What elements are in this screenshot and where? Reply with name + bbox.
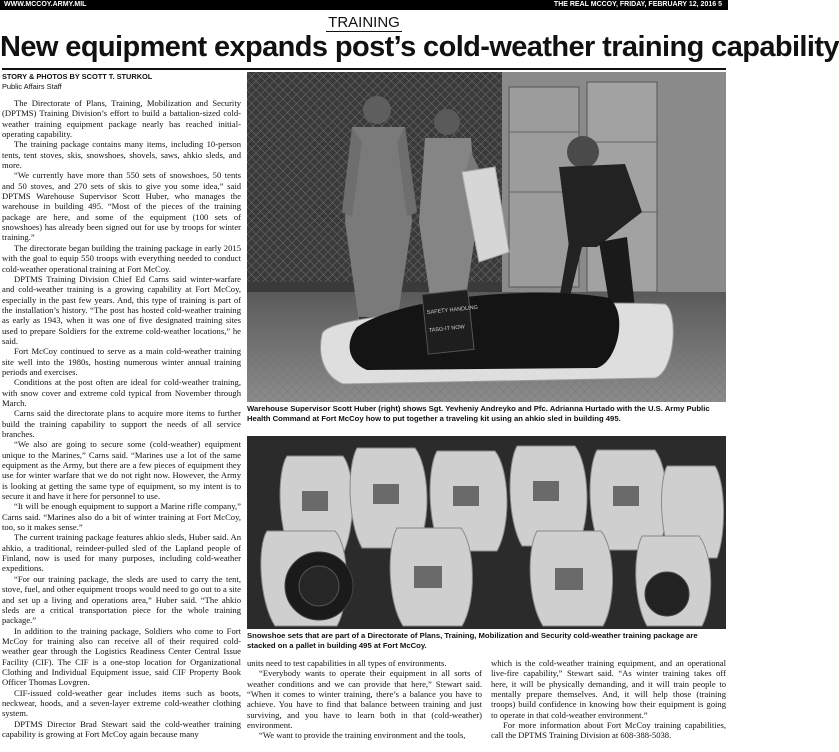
paragraph: In addition to the training package, Soldiers who come to Fort McCoy for training also can receive all of their required cold-weather gear through the Logistics Readiness Center Central Issue Facility (CIF). The CIF is a one-stop location for Organizational Clothing and Individual Equipment issue, said CIF Property Book Officer Thomas Lovgren. <box>2 625 241 688</box>
page-number: 5 <box>718 1 722 8</box>
paragraph: which is the cold-weather training equipment, and an operational live-fire capability,” Stewart said. “As winter training takes off here, it will be physically demanding, and it will train people to mentally prepare themselves. And, it will help those (training troops) build confidence in knowing how their equipment is going to operate in that cold-weather environment.” <box>491 658 726 720</box>
paragraph: Carns said the directorate plans to acquire more items to further build the training capability to support the needs of all service branches. <box>2 408 241 439</box>
paragraph: The training package contains many items, including 10-person tents, tent stoves, skis, snowshoes, shovels, saws, ahkio sleds, and more. <box>2 139 241 171</box>
snowshoes-photo-graphic <box>247 436 726 629</box>
photo2-caption: Snowshoe sets that are part of a Directorate of Plans, Training, Mobilization and Security cold-weather training package are stacked on a pallet in building 495 at Fort McCoy. <box>247 631 698 650</box>
snowshoes-photo <box>247 436 726 629</box>
photo-printed-text: SAFETY HANDLING <box>426 304 479 317</box>
section-label: TRAINING <box>328 14 400 31</box>
headline-rule <box>2 68 726 70</box>
page-header-bar <box>0 0 728 10</box>
byline-office: Public Affairs Staff <box>2 82 62 91</box>
article-column-1 <box>2 98 241 750</box>
paragraph: Conditions at the post often are ideal for cold-weather training, with snow cover and extreme cold typical from November through March. <box>2 377 241 408</box>
paragraph: “We want to provide the training environment and the tools, <box>259 730 466 741</box>
paragraph: units need to test capabilities in all types of environments. <box>247 658 447 668</box>
paragraph: The directorate began building the training package in early 2015 with the goal to equip 550 troops with everything needed to conduct cold-weather operational training at Fort McCoy. <box>2 242 241 274</box>
warehouse-photo-graphic <box>247 72 726 402</box>
paragraph: “It will be enough equipment to support a Marine rifle company,” Carns said. “Marines also do a bit of winter training at Fort McCoy, too, so it makes sense.” <box>2 501 241 533</box>
paragraph: The current training package features ahkio sleds, Huber said. An ahkio, a traditional, reindeer-pulled sled of the Lapland people of Finland, now is used for many purposes, including cold-weather expeditions. <box>2 532 241 574</box>
warehouse-photo <box>247 72 726 402</box>
headline: New equipment expands post’s cold-weather training capability <box>0 31 839 63</box>
article-column-2 <box>247 658 482 752</box>
paragraph: DPTMS Director Brad Stewart said the cold-weather training capability is growing at Fort McCoy again because many <box>2 718 241 739</box>
paragraph: DPTMS Training Division Chief Ed Carns said winter-warfare and cold-weather training is a growing capability at Fort McCoy, especially in the past few years. And, this type of training is part of the installation’s history. “The post has hosted cold-weather training as early as 1943, when it was one of five designated training sites used to prepare Soldiers for the extreme cold-weather locations,” he said. <box>2 273 241 346</box>
byline: STORY & PHOTOS BY SCOTT T. STURKOL <box>2 72 153 81</box>
paragraph: “Everybody wants to operate their equipment in all sorts of weather conditions and we can provide that here,” Stewart said. “When it comes to winter training, there’s a balance you have to achieve. You have to find that balance between training and just surviving, and you have to learn both in that (cold-weather) environment. <box>247 668 482 731</box>
paragraph: “For our training package, the sleds are used to carry the tent, stove, fuel, and other equipment troops would need to go out to a site and set up a living and operations area,” Huber said. “The ahkio sleds are a critical transportation piece for the whole training package.” <box>2 573 241 626</box>
photo1-caption: Warehouse Supervisor Scott Huber (right) shows Sgt. Yevheniy Andreyko and Pfc. Adrianna Hurtado with the U.S. Army Public Health Command at Fort McCoy how to put together a traveling kit using an ahkio sled in building 495. <box>247 404 710 423</box>
article-column-3 <box>491 658 726 752</box>
paragraph: CIF-issued cold-weather gear includes items such as boots, neckwear, hoods, and a seven-layer extreme cold-weather clothing system. <box>2 687 241 719</box>
paragraph: “We also are going to secure some (cold-weather) equipment unique to the Marines,” Carns said. “Marines use a lot of the same equipment as the Army, but there are a few pieces of equipment they use for winter warfare that we do not right now. However, the Army is looking at getting the same type of equipment, so my intent is to secure it and have it here for personnel to use. <box>2 439 241 502</box>
paragraph: Fort McCoy continued to serve as a main cold-weather training site well into the 1980s, hosting numerous winter annual training periods and exercises. <box>2 346 241 377</box>
photo-printed-text: TASG-IT NOW <box>428 324 466 334</box>
paper-dateline <box>554 0 722 10</box>
paragraph: The Directorate of Plans, Training, Mobilization and Security (DPTMS) Training Division’s effort to build a battalion-sized cold-weather training equipment package nearly has reached initial-operating capability. <box>2 98 241 140</box>
section-kicker <box>0 14 728 31</box>
site-url: WWW.MCCOY.ARMY.MIL <box>4 1 87 8</box>
paragraph: For more information about Fort McCoy training capabilities, call the DPTMS Training Division at 608-388-5038. <box>491 720 726 741</box>
paragraph: “We currently have more than 550 sets of snowshoes, 50 tents and 50 stoves, and 270 sets of skis to give you some idea,” said DPTMS Warehouse Supervisor Scott Huber, who manages the warehouse in building 495. “Most of the pieces of the training package are here, and some of the equipment (100 sets of snowshoes) has already been signed out for use by troops for winter training.” <box>2 170 241 243</box>
paper-date: THE REAL MCCOY, FRIDAY, FEBRUARY 12, 2016 <box>553 1 717 8</box>
